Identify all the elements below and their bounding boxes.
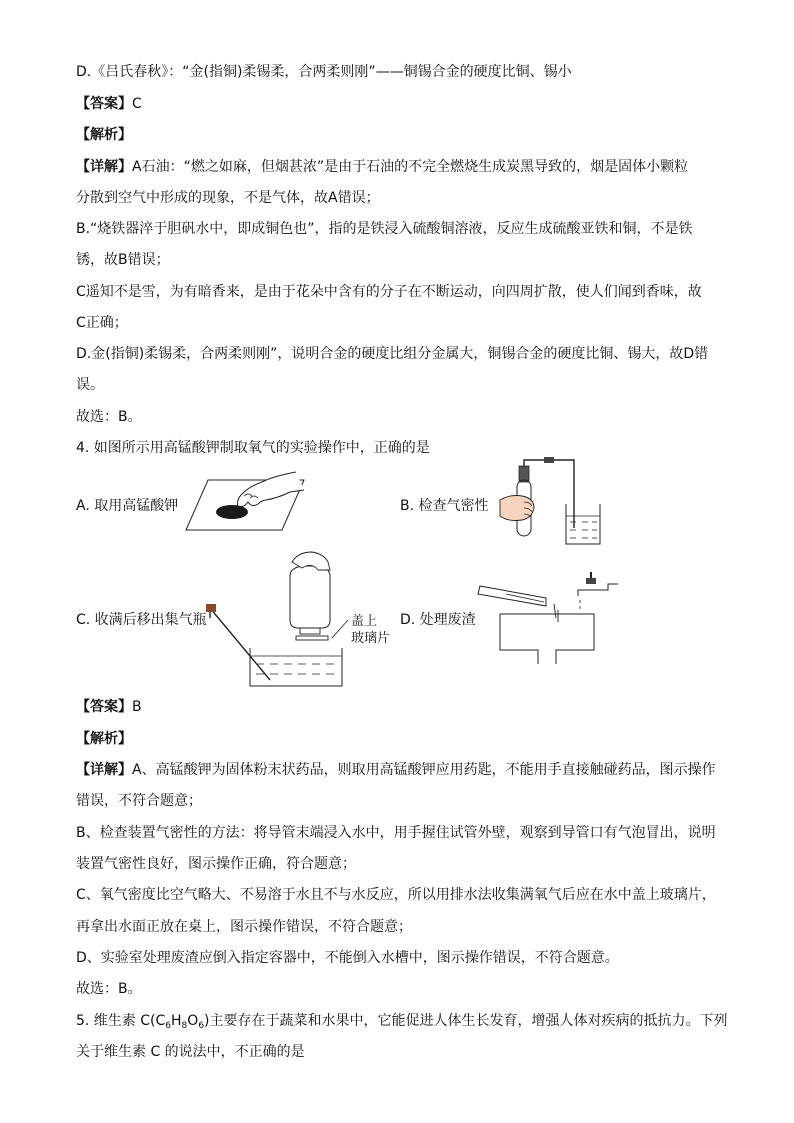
q5-stem-line2: 关于维生素 C 的说法中，不正确的是 bbox=[76, 1044, 305, 1060]
formula-subscript: 6 bbox=[198, 1021, 205, 1031]
q4-detail-line: 再拿出水面正放在桌上，图示操作错误，不符合题意； bbox=[76, 919, 412, 935]
q4-option-c[interactable]: C. 收满后移出集气瓶 bbox=[76, 612, 207, 628]
figure-a-take-powder bbox=[186, 470, 306, 532]
answer-value: C bbox=[132, 96, 142, 112]
q4-detail-line: 装置气密性良好，图示操作正确，符合题意； bbox=[76, 856, 356, 872]
q3-detail-line: C遥知不是雪，为有暗香来，是由于花朵中含有的分子在不断运动，向四周扩散，使人们闻到香味，故 bbox=[76, 284, 702, 300]
figure-b-airtightness bbox=[494, 458, 616, 548]
q5-stem bbox=[76, 1011, 728, 1036]
formula-element: O bbox=[187, 1013, 199, 1029]
q3-detail-line: B.“烧铁器淬于胆矾水中，即成铜色也”，指的是铁浸入硫酸铜溶液，反应生成硫酸亚铁和铜，不是铁 bbox=[76, 221, 693, 237]
figure-d-dispose-waste bbox=[476, 570, 622, 664]
q4-analysis-tag: 【解析】 bbox=[76, 731, 132, 747]
q3-detail-line: D.金(指铜)柔锡柔，合两柔则刚”，说明合金的硬度比组分金属大，铜锡合金的硬度比铜、锡大，故D错 bbox=[76, 346, 709, 362]
q5-stem-text: )主要存在于蔬菜和水果中，它能促进人体生长发育，增强人体对疾病的抵抗力。下列 bbox=[204, 1013, 728, 1029]
formula-subscript: 8 bbox=[181, 1021, 188, 1031]
q3-answer bbox=[76, 94, 142, 114]
answer-value: B bbox=[132, 699, 142, 715]
figure-c-label-cover: 盖上 bbox=[351, 614, 378, 629]
q4-option-d[interactable]: D. 处理废渣 bbox=[400, 612, 476, 628]
q4-option-a[interactable]: A. 取用高锰酸钾 bbox=[76, 498, 179, 514]
detail-tag: 【详解】 bbox=[76, 159, 132, 175]
formula-element: H bbox=[171, 1013, 182, 1029]
q5-stem-text: 5. 维生素 C(C bbox=[76, 1013, 166, 1029]
q4-detail-line: D、实验室处理废渣应倒入指定容器中，不能倒入水槽中，图示操作错误，不符合题意。 bbox=[76, 950, 619, 966]
q3-detail-line: 分散到空气中形成的现象，不是气体，故A错误； bbox=[76, 190, 380, 206]
detail-text: A石油：“燃之如麻，但烟甚浓”是由于石油的不完全燃烧生成炭黑导致的，烟是固体小颗粒 bbox=[132, 159, 689, 175]
q3-detail-line bbox=[76, 157, 688, 177]
answer-tag: 【答案】 bbox=[76, 699, 132, 715]
formula-subscript: 6 bbox=[165, 1021, 172, 1031]
answer-tag: 【答案】 bbox=[76, 96, 132, 112]
q4-conclusion: 故选：B。 bbox=[76, 981, 142, 997]
q3-conclusion: 故选：B。 bbox=[76, 409, 142, 425]
q3-detail-line: 误。 bbox=[76, 377, 104, 393]
q4-detail-line bbox=[76, 760, 716, 780]
q4-detail-line: B、检查装置气密性的方法：将导管末端浸入水中，用手握住试管外壁，观察到导管口有气泡冒出，说明 bbox=[76, 825, 716, 841]
q4-option-b[interactable]: B. 检查气密性 bbox=[400, 498, 489, 514]
figure-c-label-glass: 玻璃片 bbox=[351, 631, 391, 646]
detail-tag: 【详解】 bbox=[76, 762, 132, 778]
figure-c-remove-bottle bbox=[206, 548, 366, 690]
q4-stem: 4. 如图所示用高锰酸钾制取氧气的实验操作中，正确的是 bbox=[76, 440, 430, 456]
q3-option-d: D.《吕氏春秋》：“金(指铜)柔锡柔，合两柔则刚”——铜锡合金的硬度比铜、锡小 bbox=[76, 64, 572, 80]
q3-detail-line: C正确； bbox=[76, 315, 128, 331]
detail-text: A、高锰酸钾为固体粉末状药品，则取用高锰酸钾应用药匙，不能用手直接触碰药品，图示操作 bbox=[132, 762, 716, 778]
q3-analysis-tag: 【解析】 bbox=[76, 127, 132, 143]
q4-detail-line: 错误，不符合题意； bbox=[76, 793, 202, 809]
q4-answer bbox=[76, 697, 142, 717]
q3-detail-line: 锈，故B错误； bbox=[76, 252, 170, 268]
q4-detail-line: C、氧气密度比空气略大、不易溶于水且不与水反应，所以用排水法收集满氧气后应在水中盖上玻璃片， bbox=[76, 887, 716, 903]
